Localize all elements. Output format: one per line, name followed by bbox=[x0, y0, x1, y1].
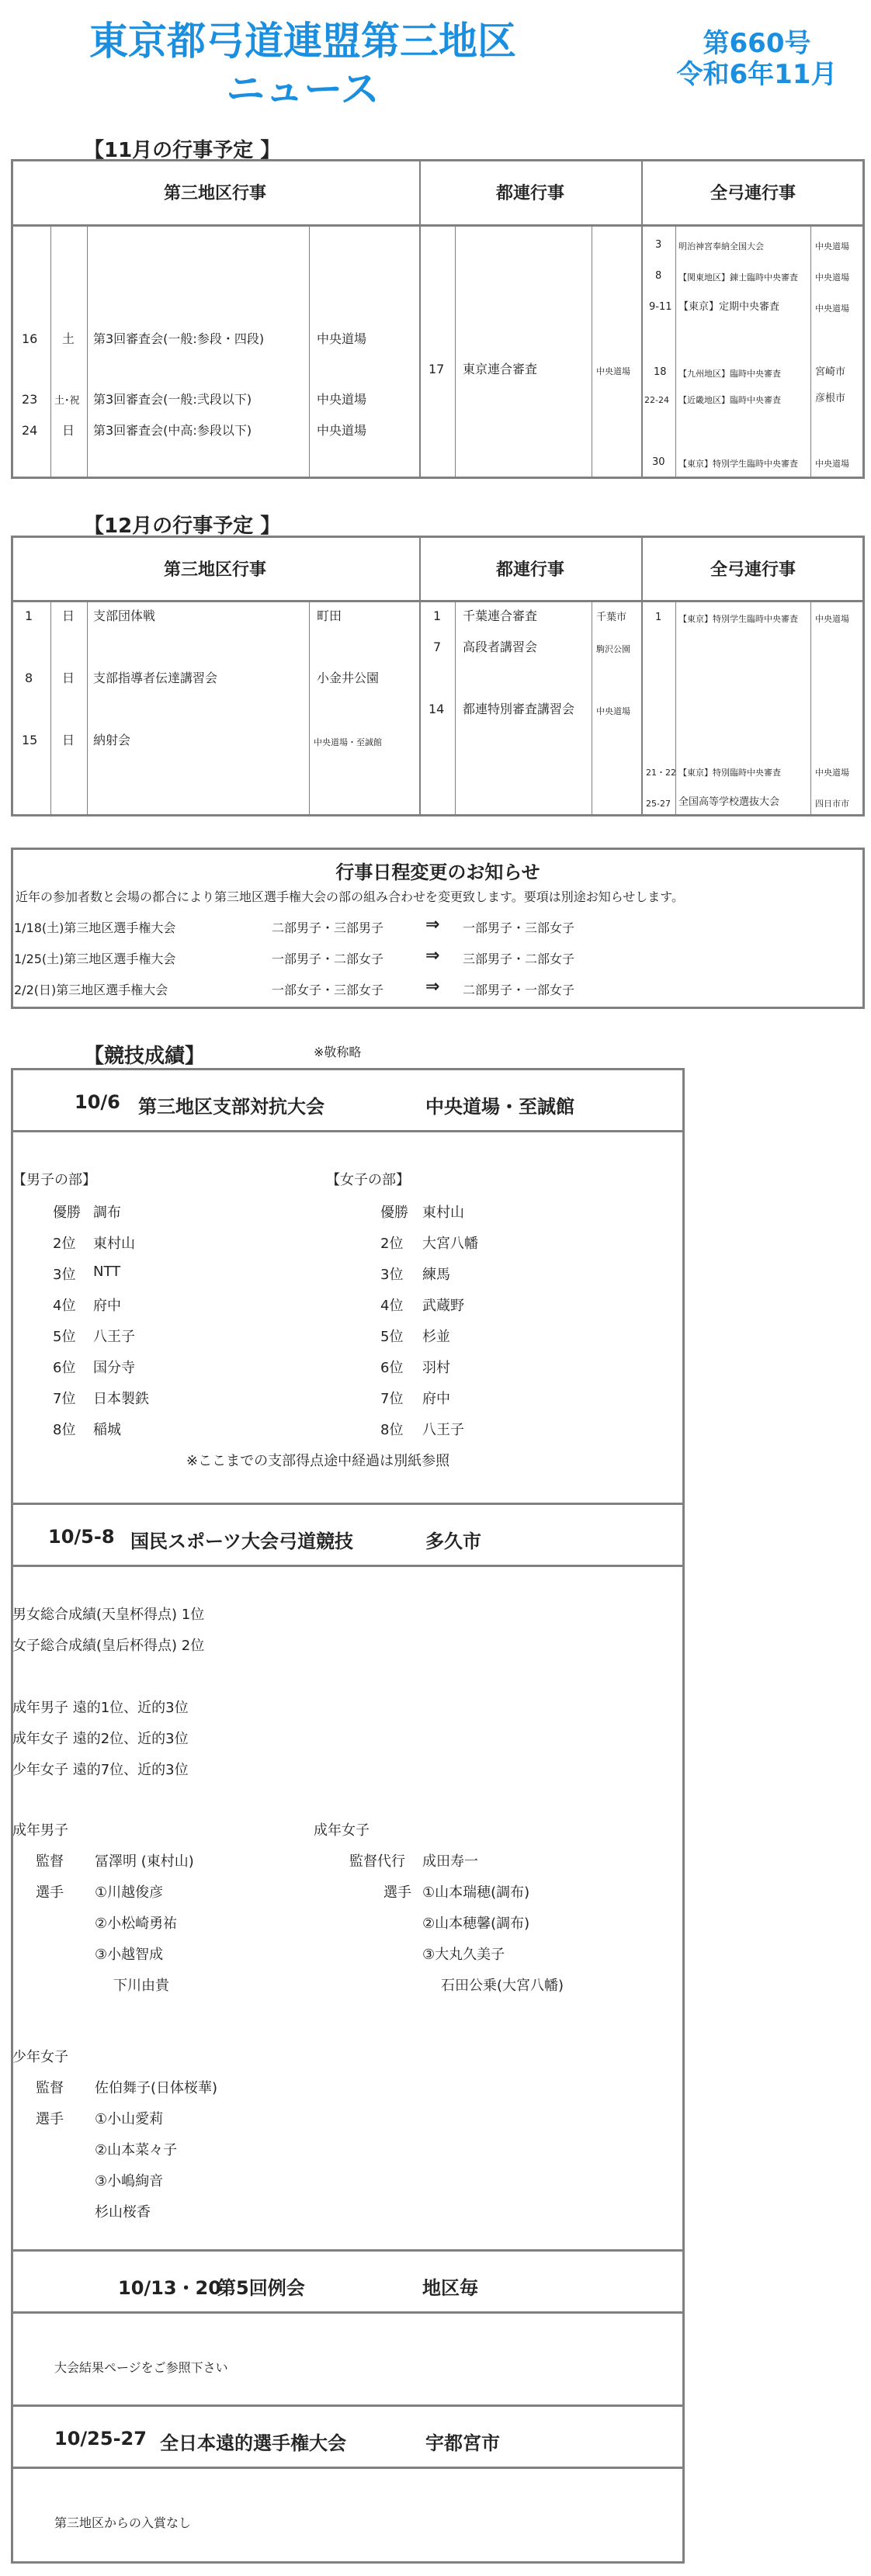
team-name: 国分寺 bbox=[93, 1360, 135, 1376]
team-name: 日本製鉄 bbox=[93, 1391, 149, 1407]
team-name: 東村山 bbox=[93, 1236, 135, 1252]
arrow-icon: ⇒ bbox=[425, 915, 440, 934]
rank-label: 7位 bbox=[380, 1391, 404, 1407]
rank-label: 4位 bbox=[380, 1298, 404, 1314]
men-label: 【男子の部】 bbox=[12, 1172, 96, 1188]
rank-label: 7位 bbox=[53, 1391, 76, 1407]
notice-title: 行事日程変更のお知らせ bbox=[335, 862, 540, 883]
team-name: 稲城 bbox=[93, 1422, 121, 1438]
title-line-2: ニュース bbox=[226, 67, 380, 112]
rank-label: 3位 bbox=[380, 1267, 404, 1283]
event-1-footnote: ※ここまでの支部得点途中経過は別紙参照 bbox=[186, 1453, 450, 1469]
rank-label: 5位 bbox=[380, 1329, 404, 1345]
nov-col-district: 第三地区行事 bbox=[163, 184, 266, 203]
dec-col-district: 第三地区行事 bbox=[163, 560, 266, 580]
team-name: 大宮八幡 bbox=[422, 1236, 478, 1252]
rank-label: 2位 bbox=[380, 1236, 404, 1252]
team-name: 羽村 bbox=[422, 1360, 450, 1376]
team-name: 府中 bbox=[93, 1298, 121, 1314]
overall-result: 女子総合成績(皇后杯得点) 2位 bbox=[12, 1638, 205, 1654]
newsletter-title bbox=[47, 17, 559, 113]
rank-label: 3位 bbox=[53, 1267, 76, 1283]
team-name: 練馬 bbox=[422, 1267, 450, 1283]
issue-info bbox=[668, 28, 846, 90]
arrow-icon: ⇒ bbox=[425, 946, 440, 966]
rank-label: 6位 bbox=[380, 1360, 404, 1376]
rank-label: 8位 bbox=[380, 1422, 404, 1438]
team-name: 調布 bbox=[93, 1205, 121, 1221]
rank-label: 優勝 bbox=[380, 1205, 408, 1221]
rank-label: 6位 bbox=[53, 1360, 76, 1376]
nov-col-national: 全弓連行事 bbox=[710, 184, 796, 203]
women-label: 【女子の部】 bbox=[326, 1172, 410, 1188]
title-line-1: 東京都弓道連盟第三地区 bbox=[89, 19, 516, 64]
notice-body: 近年の参加者数と会場の都合により第三地区選手権大会の部の組み合わせを変更致します。要項は別途お知らせします。 bbox=[16, 889, 684, 904]
team-name: NTT bbox=[93, 1264, 121, 1280]
team-name: 東村山 bbox=[422, 1205, 464, 1221]
dec-heading: 【12月の行事予定 】 bbox=[84, 515, 281, 538]
rank-label: 2位 bbox=[53, 1236, 76, 1252]
category-result: 少年女子 遠的7位、近的3位 bbox=[12, 1762, 189, 1778]
results-heading: 【競技成績】 bbox=[84, 1045, 206, 1068]
issue-date: 令和6年11月 bbox=[676, 59, 838, 90]
results-table bbox=[11, 1068, 685, 2564]
overall-result: 男女総合成績(天皇杯得点) 1位 bbox=[12, 1607, 205, 1623]
rank-label: 4位 bbox=[53, 1298, 76, 1314]
dec-col-tokyo: 都連行事 bbox=[495, 560, 564, 580]
arrow-icon: ⇒ bbox=[425, 977, 440, 997]
rank-label: 5位 bbox=[53, 1329, 76, 1345]
dec-col-national: 全弓連行事 bbox=[710, 560, 796, 580]
issue-number: 第660号 bbox=[703, 28, 811, 59]
event-4-body: 第三地区からの入賞なし bbox=[54, 2515, 192, 2530]
team-name: 武蔵野 bbox=[422, 1298, 464, 1314]
event-3-body: 大会結果ページをご参照下さい bbox=[54, 2360, 228, 2375]
team-name: 八王子 bbox=[93, 1329, 135, 1345]
nov-col-tokyo: 都連行事 bbox=[495, 184, 564, 203]
team-name: 八王子 bbox=[422, 1422, 464, 1438]
rank-label: 8位 bbox=[53, 1422, 76, 1438]
category-result: 成年女子 遠的2位、近的3位 bbox=[12, 1731, 189, 1747]
team-name: 杉並 bbox=[422, 1329, 450, 1345]
nov-heading: 【11月の行事予定 】 bbox=[84, 139, 281, 162]
team-name: 府中 bbox=[422, 1391, 450, 1407]
category-result: 成年男子 遠的1位、近的3位 bbox=[12, 1700, 189, 1716]
rank-label: 優勝 bbox=[53, 1205, 81, 1221]
honorifics-note: ※敬称略 bbox=[314, 1045, 362, 1059]
